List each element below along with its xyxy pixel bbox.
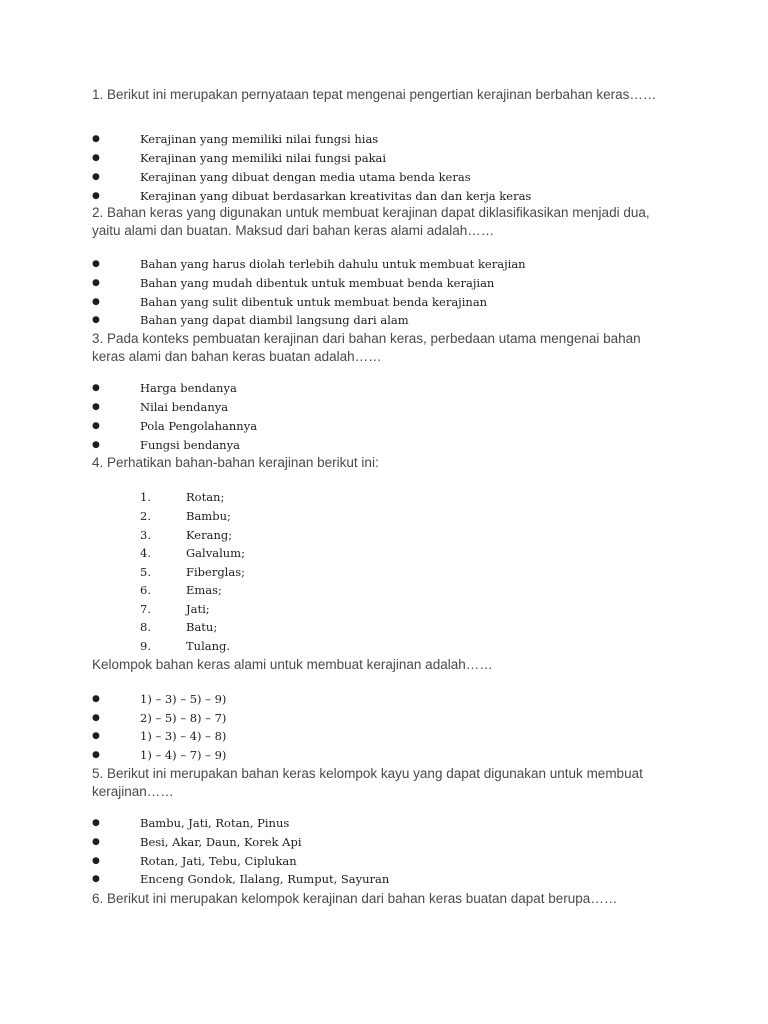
bullet-icon: ● bbox=[92, 440, 100, 450]
bullet-icon: ● bbox=[92, 818, 100, 828]
bullet-icon: ● bbox=[92, 315, 100, 325]
bullet-icon: ● bbox=[92, 713, 100, 723]
bullet-icon: ● bbox=[92, 172, 100, 182]
bullet-icon: ● bbox=[92, 297, 100, 307]
bullet-icon: ● bbox=[92, 750, 100, 760]
question-4-followup: Kelompok bahan keras alami untuk membuat kerajinan adalah…… bbox=[92, 657, 493, 672]
bullet-icon: ● bbox=[92, 153, 100, 163]
question-2-text: 2. Bahan keras yang digunakan untuk membuat kerajinan dapat diklasifikasikan menjadi dua, yaitu alami dan buatan. Maksud dari bahan keras alami adalah…… bbox=[92, 205, 650, 238]
question-3-text: 3. Pada konteks pembuatan kerajinan dari bahan keras, perbedaan utama mengenai bahan keras alami dan bahan keras buatan adalah…… bbox=[92, 331, 641, 364]
bullet-icon: ● bbox=[92, 874, 100, 884]
bullet-icon: ● bbox=[92, 856, 100, 866]
bullet-icon: ● bbox=[92, 731, 100, 741]
question-5-text: 5. Berikut ini merupakan bahan keras kelompok kayu yang dapat digunakan untuk membuat kerajinan…… bbox=[92, 766, 643, 799]
bullet-icon: ● bbox=[92, 134, 100, 144]
bullet-icon: ● bbox=[92, 402, 100, 412]
question-4-text: 4. Perhatikan bahan-bahan kerajinan berikut ini: bbox=[92, 455, 379, 470]
bullet-icon: ● bbox=[92, 191, 100, 201]
bullet-icon: ● bbox=[92, 278, 100, 288]
bullet-icon: ● bbox=[92, 421, 100, 431]
document-page: 1. Berikut ini merupakan pernyataan tepat mengenai pengertian kerajinan berbahan keras…… ● Kerajinan yang memiliki nilai fungsi hias ● Kerajinan yang memiliki nilai fungsi pakai ● Kerajinan yang dibuat dengan media utama benda keras ● Kerajinan yang dibuat berdasarkan kreativitas dan dan kerja keras 2. Bahan keras yang digunakan untuk membuat kerajinan dapat diklasifikasikan menjadi dua, yaitu alami dan buatan. Maksud dari bahan keras alami adalah…… ● Bahan yang harus diolah terlebih dahulu untuk membuat kerajian ● Bahan yang mudah dibentuk untuk membuat benda kerajian ● Bahan yang sulit dibentuk untuk membuat benda kerajinan ● Bahan yang dapat diambil langsung dari alam 3. Pada konteks pembuatan kerajinan dari bahan keras, perbedaan utama mengenai bahan keras alami dan bahan keras buatan adalah…… ● Harga bendanya ● Nilai bendanya ● Pola Pengolahannya ● Fungsi bendanya 4. Perhatikan bahan-bahan kerajinan berikut ini: 1. Rotan; 2. Bambu; 3. Kerang; 4. Galvalum; 5. Fiberglas; 6. Emas; 7. Jati; 8. Batu; 9. Tulang. Kelompok bahan keras alami untuk membuat kerajinan adalah…… ● 1) – 3) – 5) – 9) ● 2) – 5) – 8) – 7) ● 1) – 3) – 4) – 8) ● 1) – 4) – 7) – 9) 5. Berikut ini merupakan bahan keras kelompok kayu yang dapat digunakan untuk membuat kerajinan…… ● Bambu, Jati, Rotan, Pinus ● Besi, Akar, Daun, Korek Api ● Rotan, Jati, Tebu, Ciplukan ● Enceng Gondok, Ilalang, Rumput, Sayuran 6. Berikut ini merupakan kelompok kerajinan dari bahan keras buatan dapat berupa…… bbox=[0, 0, 768, 1024]
bullet-icon: ● bbox=[92, 837, 100, 847]
bullet-icon: ● bbox=[92, 259, 100, 269]
bullet-icon: ● bbox=[92, 383, 100, 393]
question-6-text: 6. Berikut ini merupakan kelompok kerajinan dari bahan keras buatan dapat berupa…… bbox=[92, 891, 618, 906]
question-1-text: 1. Berikut ini merupakan pernyataan tepat mengenai pengertian kerajinan berbahan keras…… bbox=[92, 87, 657, 102]
bullet-icon: ● bbox=[92, 694, 100, 704]
